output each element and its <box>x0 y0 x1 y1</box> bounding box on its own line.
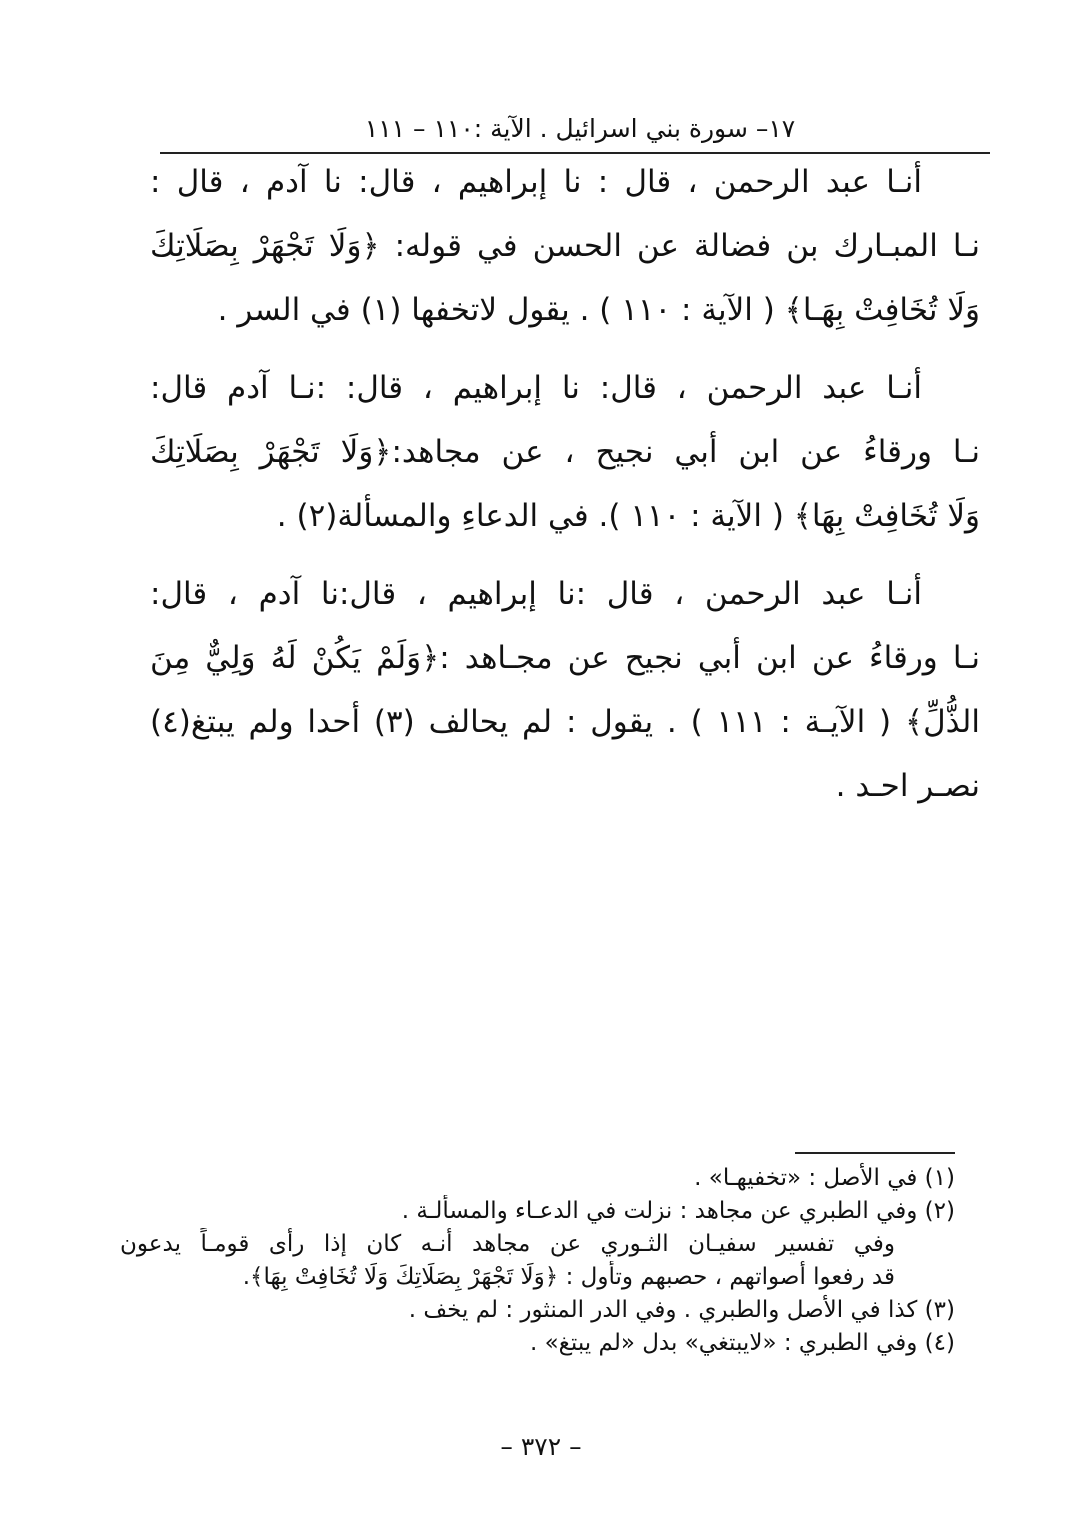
text-line: أنـا عبد الرحمن ، قال :نا إبراهيم ، قال:نا آدم ، قال: <box>150 576 922 612</box>
footnote-2: (٢) وفي الطبري عن مجاهد : نزلت في الدعـاء والمسألـة . <box>401 1198 955 1224</box>
footnote-4: (٤) وفي الطبري : «لايبتغي» بدل «لم يبتغ» . <box>529 1330 955 1356</box>
running-title: ١٧– سورة بني اسرائيل . الآية :١١٠ – ١١١ <box>364 114 796 143</box>
text-line: أنـا عبد الرحمن ، قال: نا إبراهيم ، قال: :نـا آدم قال: <box>150 370 922 406</box>
footnotes <box>120 1162 955 1360</box>
text-line: نـا ورقاءُ عن ابن أبي نجيح ، عن مجاهد:﴿وَلَا تَجْهَرْ بِصَلَاتِكَ <box>150 434 980 470</box>
footnote-1: (١) في الأصل : «تخفيهـا» . <box>694 1165 955 1191</box>
text-line: أنـا عبد الرحمن ، قال : نا إبراهيم ، قال: نا آدم ، قال : <box>150 164 922 200</box>
text-line: نصـر احـد . <box>835 768 980 804</box>
text-line: نـا ورقاءُ عن ابن أبي نجيح عن مجـاهد :﴿وَلَمْ يَكُنْ لَهُ وَلِيٌّ مِنَ <box>150 640 980 676</box>
text-line: نـا المبـارك بن فضالة عن الحسن في قوله: ﴿وَلَا تَجْهَرْ بِصَلَاتِكَ <box>150 228 980 264</box>
footnote-rule <box>795 1152 955 1154</box>
footnote-2-continuation: قد رفعوا أصواتهم ، حصبهم وتأول : ﴿وَلَا تَجْهَرْ بِصَلَاتِكَ وَلَا تُخَافِتْ بِهَا﴾. <box>242 1264 895 1290</box>
page-number: – ٣٧٢ – <box>500 1432 582 1461</box>
paragraph-1 <box>150 150 980 342</box>
paragraph-2 <box>150 356 980 548</box>
main-text <box>150 150 980 832</box>
text-line: الذُّلِّ﴾ ( الآيـة : ١١١ ) . يقول : لم يحالف (٣) أحدا ولم يبتغ(٤) <box>150 704 980 740</box>
footnote-3: (٣) كذا في الأصل والطبري . وفي الدر المنثور : لم يخف . <box>408 1297 955 1323</box>
text-line: وَلَا تُخَافِتْ بِهَـا﴾ ( الآية : ١١٠ ) . يقول لاتخفها (١) في السر . <box>217 292 980 328</box>
paragraph-3 <box>150 562 980 818</box>
footnote-2-continuation: وفي تفسير سفيـان الثـوري عن مجاهد أنـه كان إذا رأى قومـاً يدعون <box>120 1231 895 1257</box>
text-line: وَلَا تُخَافِتْ بِهَا﴾ ( الآية : ١١٠ ). في الدعاءِ والمسألة(٢) . <box>276 498 980 534</box>
